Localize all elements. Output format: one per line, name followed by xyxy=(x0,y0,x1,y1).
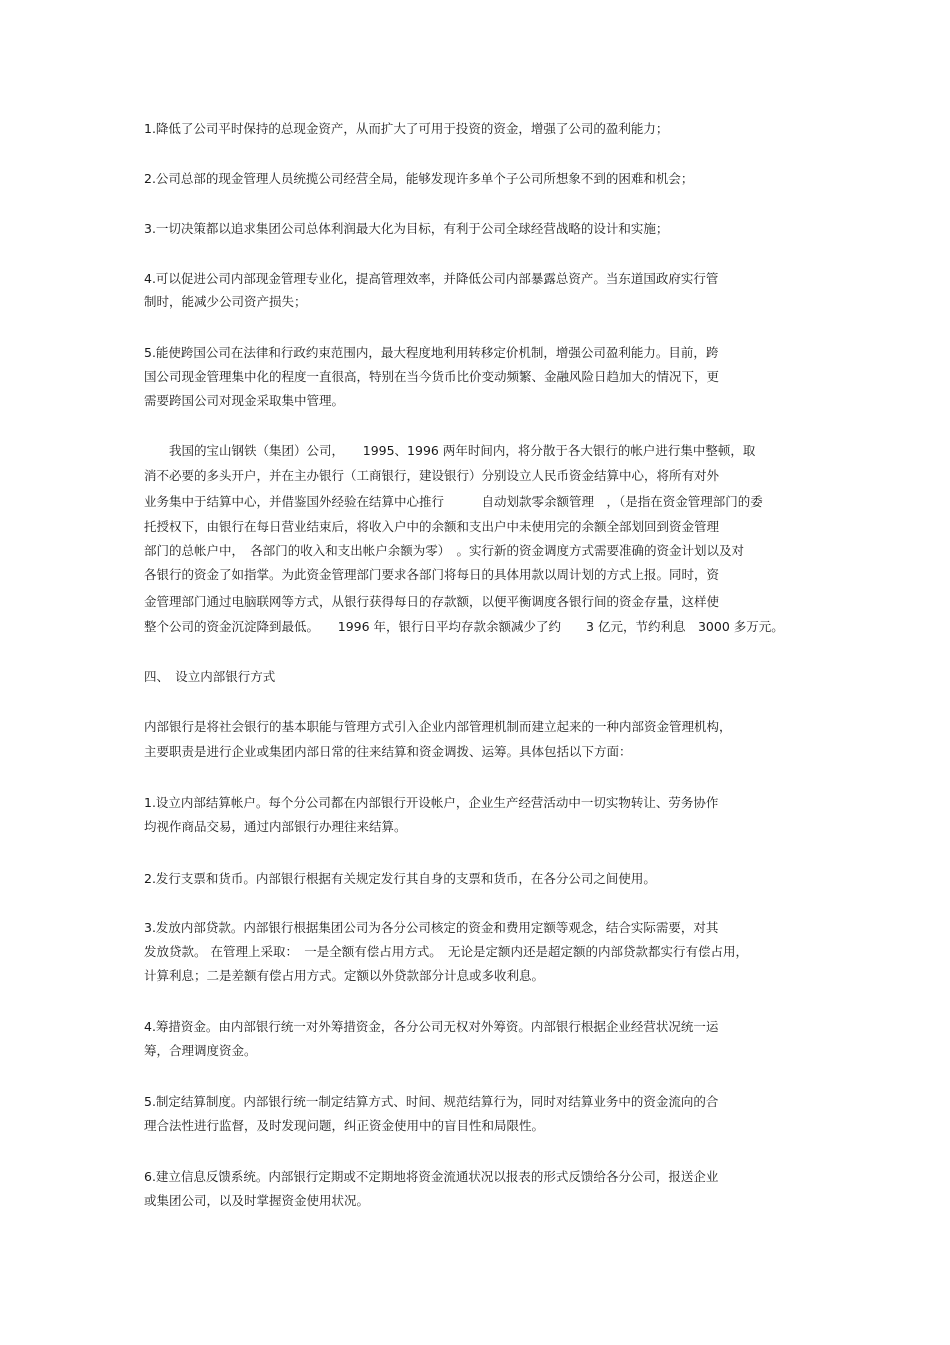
text-line: 计算利息；二是差额有偿占用方式。定额以外贷款部分计息或多收利息。 xyxy=(144,968,545,983)
text-line: 内部银行是将社会银行的基本职能与管理方式引入企业内部管理机制而建立起来的一种内部资金管理机构， xyxy=(144,719,732,734)
text-line: 6.建立信息反馈系统。内部银行定期或不定期地将资金流通状况以报表的形式反馈给各分公司，报送企业 xyxy=(144,1169,719,1184)
text-line: 国公司现金管理集中化的程度一直很高，特别在当今货币比价变动频繁、金融风险日趋加大的情况下，更 xyxy=(144,369,720,384)
text-line: 5.能使跨国公司在法律和行政约束范围内，最大程度地利用转移定价机制，增强公司盈利能力。目前，跨 xyxy=(144,345,719,360)
section-heading: 四、 设立内部银行方式 xyxy=(144,669,276,684)
text-line: 业务集中于结算中心，并借鉴国外经验在结算中心推行 自动划款零余额管理 ，（是指在资金管理部门的委 xyxy=(144,494,763,509)
text-line: 均视作商品交易，通过内部银行办理往来结算。 xyxy=(144,819,407,834)
text-line: 4.筹措资金。由内部银行统一对外筹措资金，各分公司无权对外筹资。内部银行根据企业经营状况统一运 xyxy=(144,1019,719,1034)
text-line: 2.公司总部的现金管理人员统揽公司经营全局，能够发现许多单个子公司所想象不到的困难和机会； xyxy=(144,171,694,186)
text-line: 理合法性进行监督，及时发现问题，纠正资金使用中的盲目性和局限性。 xyxy=(144,1118,545,1133)
text-line: 消不必要的多头开户，并在主办银行（工商银行，建设银行）分别设立人民币资金结算中心，将所有对外 xyxy=(144,468,720,483)
text-line: 或集团公司，以及时掌握资金使用状况。 xyxy=(144,1193,370,1208)
text-line: 5.制定结算制度。内部银行统一制定结算方式、时间、规范结算行为，同时对结算业务中的资金流向的合 xyxy=(144,1094,719,1109)
text-line: 部门的总帐户中， 各部门的收入和支出帐户余额为零） 。实行新的资金调度方式需要准确的资金计划以及对 xyxy=(144,543,745,558)
text-line: 制时，能减少公司资产损失； xyxy=(144,294,307,309)
text-line: 整个公司的资金沉淀降到最低。 1996 年，银行日平均存款余额减少了约 3 亿元，节约利息 3000 多万元。 xyxy=(144,619,784,634)
text-line: 1.降低了公司平时保持的总现金资产，从而扩大了可用于投资的资金，增强了公司的盈利能力； xyxy=(144,121,669,136)
text-line: 主要职责是进行企业或集团内部日常的往来结算和资金调拨、运筹。具体包括以下方面： xyxy=(144,744,632,759)
text-line: 4.可以促进公司内部现金管理专业化，提高管理效率，并降低公司内部暴露总资产。当东道国政府实行管 xyxy=(144,271,719,286)
text-line: 3.一切决策都以追求集团公司总体利润最大化为目标，有利于公司全球经营战略的设计和实施； xyxy=(144,221,669,236)
text-line: 各银行的资金了如指掌。为此资金管理部门要求各部门将每日的具体用款以周计划的方式上报。同时，资 xyxy=(144,567,720,582)
text-line: 金管理部门通过电脑联网等方式，从银行获得每日的存款额，以便平衡调度各银行间的资金存量，这样使 xyxy=(144,594,720,609)
text-line: 我国的宝山钢铁（集团）公司， 1995、1996 两年时间内，将分散于各大银行的帐户进行集中整顿，取 xyxy=(144,443,756,458)
text-line: 3.发放内部贷款。内部银行根据集团公司为各分公司核定的资金和费用定额等观念，结合实际需要，对其 xyxy=(144,920,719,935)
text-line: 1.设立内部结算帐户。每个分公司都在内部银行开设帐户，企业生产经营活动中一切实物转让、劳务协作 xyxy=(144,795,719,810)
text-line: 托授权下，由银行在每日营业结束后，将收入户中的余额和支出户中未使用完的余额全部划回到资金管理 xyxy=(144,519,720,534)
text-line: 筹，合理调度资金。 xyxy=(144,1043,257,1058)
text-line: 发放贷款。 在管理上采取： 一是全额有偿占用方式。 无论是定额内还是超定额的内部贷款都实行有偿占用， xyxy=(144,944,748,959)
text-line: 2.发行支票和货币。内部银行根据有关规定发行其自身的支票和货币，在各分公司之间使用。 xyxy=(144,871,656,886)
text-line: 需要跨国公司对现金采取集中管理。 xyxy=(144,393,345,408)
